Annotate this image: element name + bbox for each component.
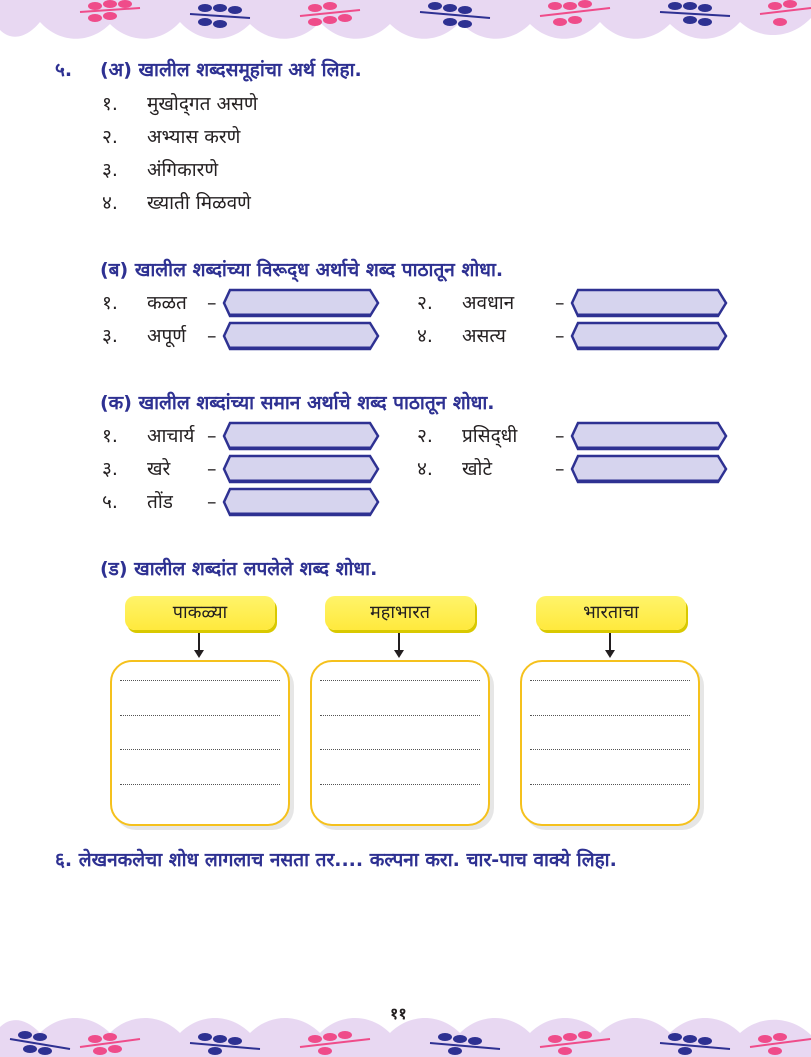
answer-box[interactable]: [570, 421, 728, 451]
dash: –: [555, 458, 565, 480]
top-decorative-border: [0, 0, 811, 48]
c-item-5-word: तोंड: [147, 491, 173, 513]
answer-box[interactable]: [222, 421, 380, 451]
a-item-1-text: मुखोद्‌गत असणे: [147, 93, 258, 115]
dash: –: [207, 425, 217, 447]
arrow-line: [198, 633, 200, 651]
b-item-3-word: अपूर्ण: [147, 325, 187, 347]
arrow-down-icon: [394, 650, 404, 658]
answer-box-1[interactable]: [110, 660, 290, 826]
answer-box[interactable]: [570, 454, 728, 484]
b-item-2-number: २.: [417, 292, 433, 314]
dash: –: [555, 325, 565, 347]
a-item-4-number: ४.: [102, 192, 118, 214]
b-item-3-number: ३.: [102, 325, 118, 347]
a-item-2-text: अभ्यास करणे: [147, 126, 241, 148]
c-item-5-number: ५.: [102, 491, 118, 513]
c-item-4-number: ४.: [417, 458, 433, 480]
arrow-line: [398, 633, 400, 651]
question-5-number: ५.: [55, 59, 73, 81]
dash: –: [207, 491, 217, 513]
b-item-2-word: अवधान: [462, 292, 515, 314]
question-6: ६. लेखनकलेचा शोध लागलाच नसता तर.... कल्पना करा. चार-पाच वाक्ये लिहा.: [55, 849, 617, 871]
a-item-4-text: ख्याती मिळवणे: [147, 192, 251, 214]
section-a-heading: (अ) खालील शब्दसमूहांचा अर्थ लिहा.: [100, 59, 362, 81]
answer-box[interactable]: [570, 288, 728, 318]
answer-box-2[interactable]: [310, 660, 490, 826]
bottom-decorative-border: [0, 1009, 811, 1057]
arrow-line: [609, 633, 611, 651]
arrow-down-icon: [605, 650, 615, 658]
answer-box[interactable]: [222, 487, 380, 517]
c-item-3-word: खरे: [147, 458, 171, 480]
dash: –: [555, 425, 565, 447]
section-d-heading: (ड) खालील शब्दांत लपलेले शब्द शोधा.: [100, 558, 378, 580]
word-label-1: पाकळ्या: [125, 596, 275, 630]
a-item-3-text: अंगिकारणे: [147, 159, 219, 181]
dash: –: [555, 292, 565, 314]
dash: –: [207, 292, 217, 314]
section-b-heading: (ब) खालील शब्दांच्या विरूद्‌ध अर्थाचे शब्द पाठातून शोधा.: [100, 259, 504, 281]
section-c-heading: (क) खालील शब्दांच्या समान अर्थाचे शब्द पाठातून शोधा.: [100, 392, 495, 414]
arrow-down-icon: [194, 650, 204, 658]
c-item-2-number: २.: [417, 425, 433, 447]
word-label-3: भारताचा: [536, 596, 686, 630]
dash: –: [207, 325, 217, 347]
page-number: ११: [390, 1004, 407, 1023]
dash: –: [207, 458, 217, 480]
answer-box[interactable]: [222, 454, 380, 484]
b-item-1-number: १.: [102, 292, 118, 314]
b-item-4-number: ४.: [417, 325, 433, 347]
c-item-4-word: खोटे: [462, 458, 493, 480]
b-item-4-word: असत्य: [462, 325, 506, 347]
answer-box[interactable]: [222, 321, 380, 351]
c-item-3-number: ३.: [102, 458, 118, 480]
c-item-1-word: आचार्य: [147, 425, 195, 447]
c-item-2-word: प्रसिद्‌धी: [462, 425, 518, 447]
a-item-2-number: २.: [102, 126, 118, 148]
word-label-2: महाभारत: [325, 596, 475, 630]
answer-box-3[interactable]: [520, 660, 700, 826]
b-item-1-word: कळत: [147, 292, 187, 314]
c-item-1-number: १.: [102, 425, 118, 447]
a-item-1-number: १.: [102, 93, 118, 115]
a-item-3-number: ३.: [102, 159, 118, 181]
answer-box[interactable]: [570, 321, 728, 351]
answer-box[interactable]: [222, 288, 380, 318]
